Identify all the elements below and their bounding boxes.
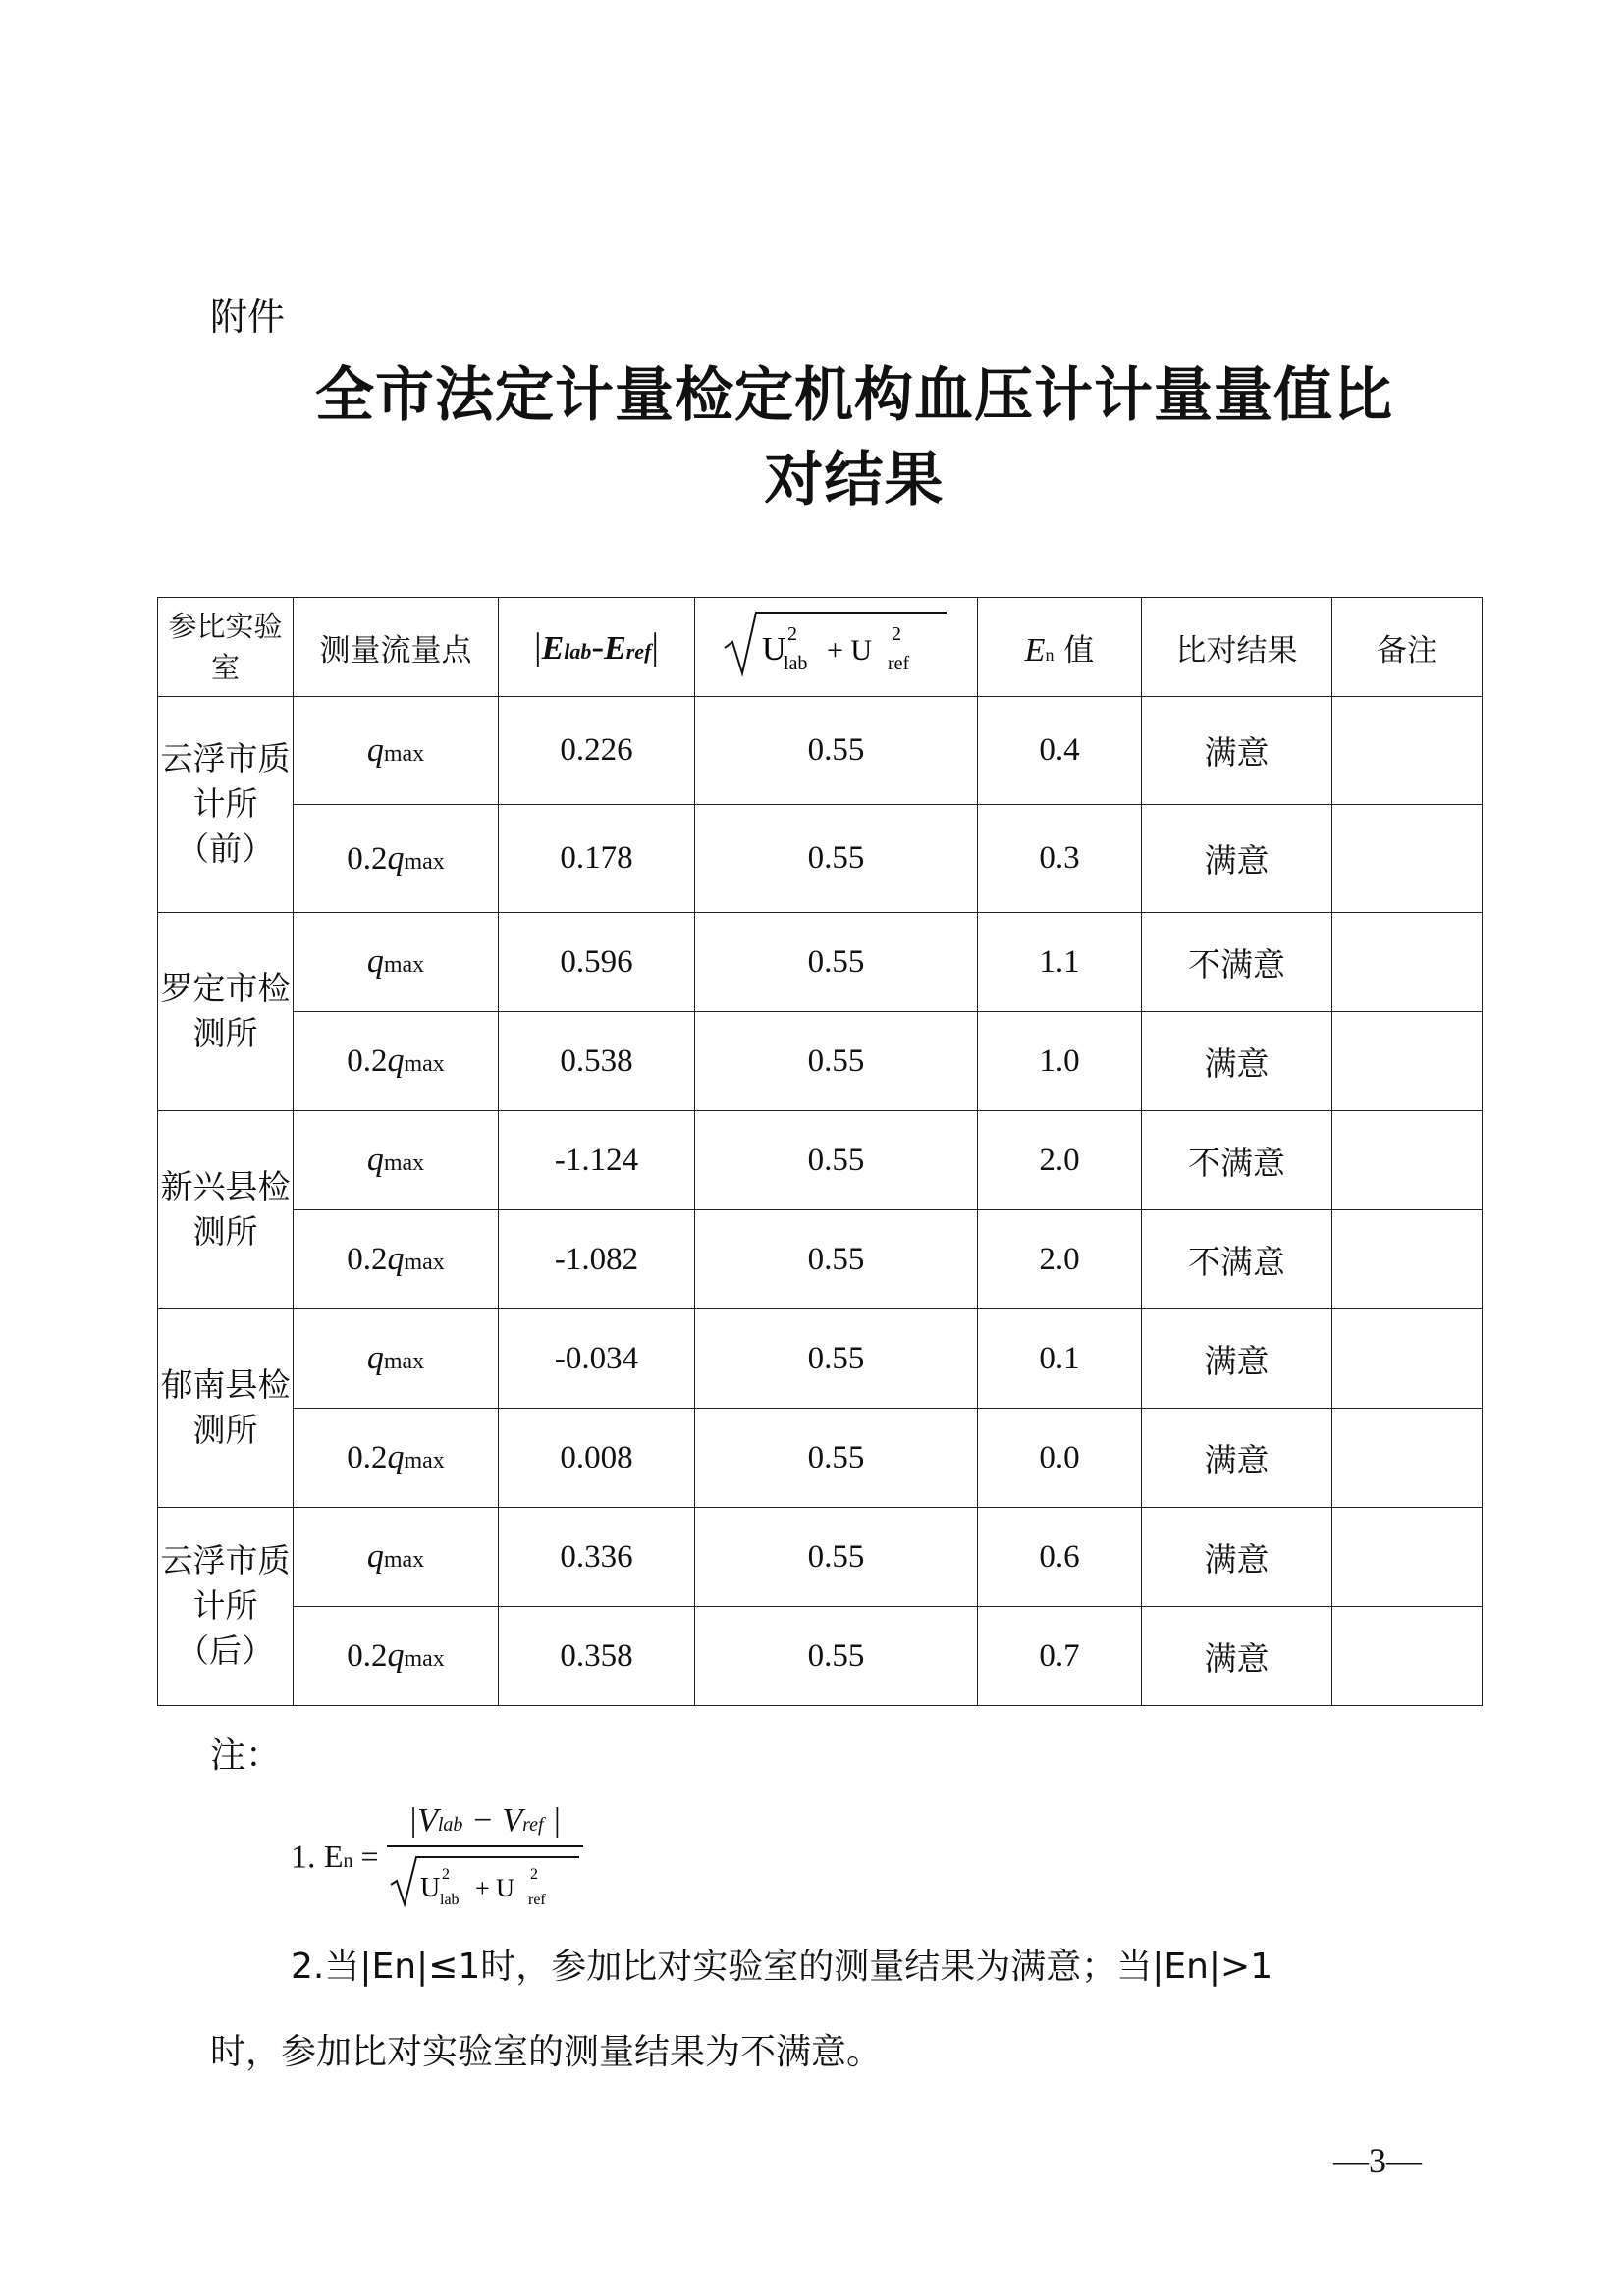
svg-text:ref: ref [887, 653, 909, 674]
cell-remark [1332, 1309, 1483, 1409]
svg-text:U: U [761, 631, 786, 667]
table-row [158, 1409, 1483, 1508]
cell-result: 满意 [1142, 1012, 1332, 1111]
cell-abs-diff: 0.596 [499, 913, 695, 1012]
header-remark: 备注 [1332, 598, 1483, 697]
cell-remark [1332, 1111, 1483, 1210]
cell-en: 2.0 [978, 1111, 1142, 1210]
cell-flow-point: 0.2qmax [294, 1012, 499, 1111]
cell-result: 满意 [1142, 1508, 1332, 1607]
cell-en: 2.0 [978, 1210, 1142, 1309]
header-uncertainty [695, 598, 978, 697]
title-line-1: 全市法定计量检定机构血压计计量量值比 [315, 361, 1393, 430]
cell-lab: 郁南县检测所 [158, 1309, 294, 1508]
formula-item-number: 1. [291, 1839, 316, 1876]
cell-flow-point: qmax [294, 1309, 499, 1409]
cell-result: 满意 [1142, 1409, 1332, 1508]
cell-flow-point: qmax [294, 913, 499, 1012]
cell-uncertainty: 0.55 [695, 1210, 978, 1309]
cell-en: 0.1 [978, 1309, 1142, 1409]
svg-text:2: 2 [441, 1866, 450, 1883]
formula-sqrt-icon [387, 1853, 583, 1908]
formula-fraction: |Vlab − Vref | U 2 lab + U 2 ref [387, 1802, 583, 1917]
table-header-row [158, 598, 1483, 697]
note-item-2-line-2: 时，参加比对实验室的测量结果为不满意。 [210, 2032, 883, 2072]
svg-text:lab: lab [439, 1892, 460, 1908]
cell-lab: 云浮市质计所（前） [158, 697, 294, 913]
cell-en: 1.1 [978, 913, 1142, 1012]
cell-result: 满意 [1142, 805, 1332, 913]
cell-remark [1332, 1508, 1483, 1607]
cell-remark [1332, 1012, 1483, 1111]
svg-text:+ U: + U [474, 1874, 514, 1902]
svg-text:2: 2 [786, 623, 797, 645]
cell-en: 0.6 [978, 1508, 1142, 1607]
table-row [158, 697, 1483, 805]
cell-flow-point: 0.2qmax [294, 1409, 499, 1508]
cell-result: 满意 [1142, 1607, 1332, 1706]
cell-uncertainty: 0.55 [695, 913, 978, 1012]
table-row [158, 1508, 1483, 1607]
page-number: —3— [1333, 2141, 1422, 2180]
note-item-2-line-1: 2.当|En|≤1时，参加比对实验室的测量结果为满意；当|En|>1 [291, 1947, 1273, 1987]
cell-result: 满意 [1142, 1309, 1332, 1409]
cell-en: 0.7 [978, 1607, 1142, 1706]
cell-en: 0.3 [978, 805, 1142, 913]
cell-flow-point: 0.2qmax [294, 1607, 499, 1706]
cell-result: 不满意 [1142, 913, 1332, 1012]
document-title [236, 353, 1473, 522]
table-row [158, 1111, 1483, 1210]
cell-remark [1332, 913, 1483, 1012]
header-flow-point: 测量流量点 [294, 598, 499, 697]
cell-uncertainty: 0.55 [695, 1309, 978, 1409]
cell-en: 1.0 [978, 1012, 1142, 1111]
svg-text:lab: lab [783, 653, 807, 674]
table-row [158, 913, 1483, 1012]
cell-abs-diff: -0.034 [499, 1309, 695, 1409]
cell-abs-diff: 0.008 [499, 1409, 695, 1508]
cell-abs-diff: 0.226 [499, 697, 695, 805]
table-row [158, 805, 1483, 913]
cell-uncertainty: 0.55 [695, 1607, 978, 1706]
attachment-label: 附件 [210, 295, 286, 339]
svg-text:2: 2 [891, 623, 901, 645]
header-abs-diff: |Elab-Eref| [499, 598, 695, 697]
sqrt-formula-icon [719, 609, 954, 677]
cell-uncertainty: 0.55 [695, 805, 978, 913]
cell-remark [1332, 1607, 1483, 1706]
table-row [158, 1607, 1483, 1706]
cell-flow-point: qmax [294, 1111, 499, 1210]
cell-flow-point: qmax [294, 697, 499, 805]
svg-text:ref: ref [527, 1892, 546, 1908]
cell-uncertainty: 0.55 [695, 1111, 978, 1210]
en-formula: 1. En = |Vlab − Vref | U 2 lab + U 2 ref [291, 1802, 583, 1917]
cell-abs-diff: 0.178 [499, 805, 695, 913]
cell-uncertainty: 0.55 [695, 1508, 978, 1607]
cell-en: 0.0 [978, 1409, 1142, 1508]
svg-text:2: 2 [529, 1866, 538, 1883]
table-row [158, 1309, 1483, 1409]
table-body [158, 697, 1483, 1706]
svg-text:U: U [419, 1873, 440, 1903]
cell-lab: 新兴县检测所 [158, 1111, 294, 1309]
cell-uncertainty: 0.55 [695, 1409, 978, 1508]
cell-abs-diff: 0.358 [499, 1607, 695, 1706]
cell-abs-diff: -1.124 [499, 1111, 695, 1210]
cell-flow-point: 0.2qmax [294, 1210, 499, 1309]
header-en: En 值 [978, 598, 1142, 697]
cell-remark [1332, 697, 1483, 805]
svg-text:+ U: + U [826, 634, 872, 667]
header-lab: 参比实验室 [158, 598, 294, 697]
results-table [157, 597, 1483, 1706]
cell-result: 不满意 [1142, 1210, 1332, 1309]
cell-abs-diff: 0.336 [499, 1508, 695, 1607]
cell-lab: 罗定市检测所 [158, 913, 294, 1111]
cell-result: 不满意 [1142, 1111, 1332, 1210]
cell-lab: 云浮市质计所（后） [158, 1508, 294, 1706]
header-result: 比对结果 [1142, 598, 1332, 697]
cell-remark [1332, 1409, 1483, 1508]
cell-uncertainty: 0.55 [695, 1012, 978, 1111]
cell-remark [1332, 1210, 1483, 1309]
cell-uncertainty: 0.55 [695, 697, 978, 805]
notes-heading: 注： [210, 1735, 282, 1776]
table-row [158, 1012, 1483, 1111]
title-line-2: 对结果 [764, 446, 945, 514]
cell-abs-diff: -1.082 [499, 1210, 695, 1309]
cell-remark [1332, 805, 1483, 913]
cell-result: 满意 [1142, 697, 1332, 805]
cell-flow-point: 0.2qmax [294, 805, 499, 913]
cell-abs-diff: 0.538 [499, 1012, 695, 1111]
cell-flow-point: qmax [294, 1508, 499, 1607]
cell-en: 0.4 [978, 697, 1142, 805]
table-row [158, 1210, 1483, 1309]
